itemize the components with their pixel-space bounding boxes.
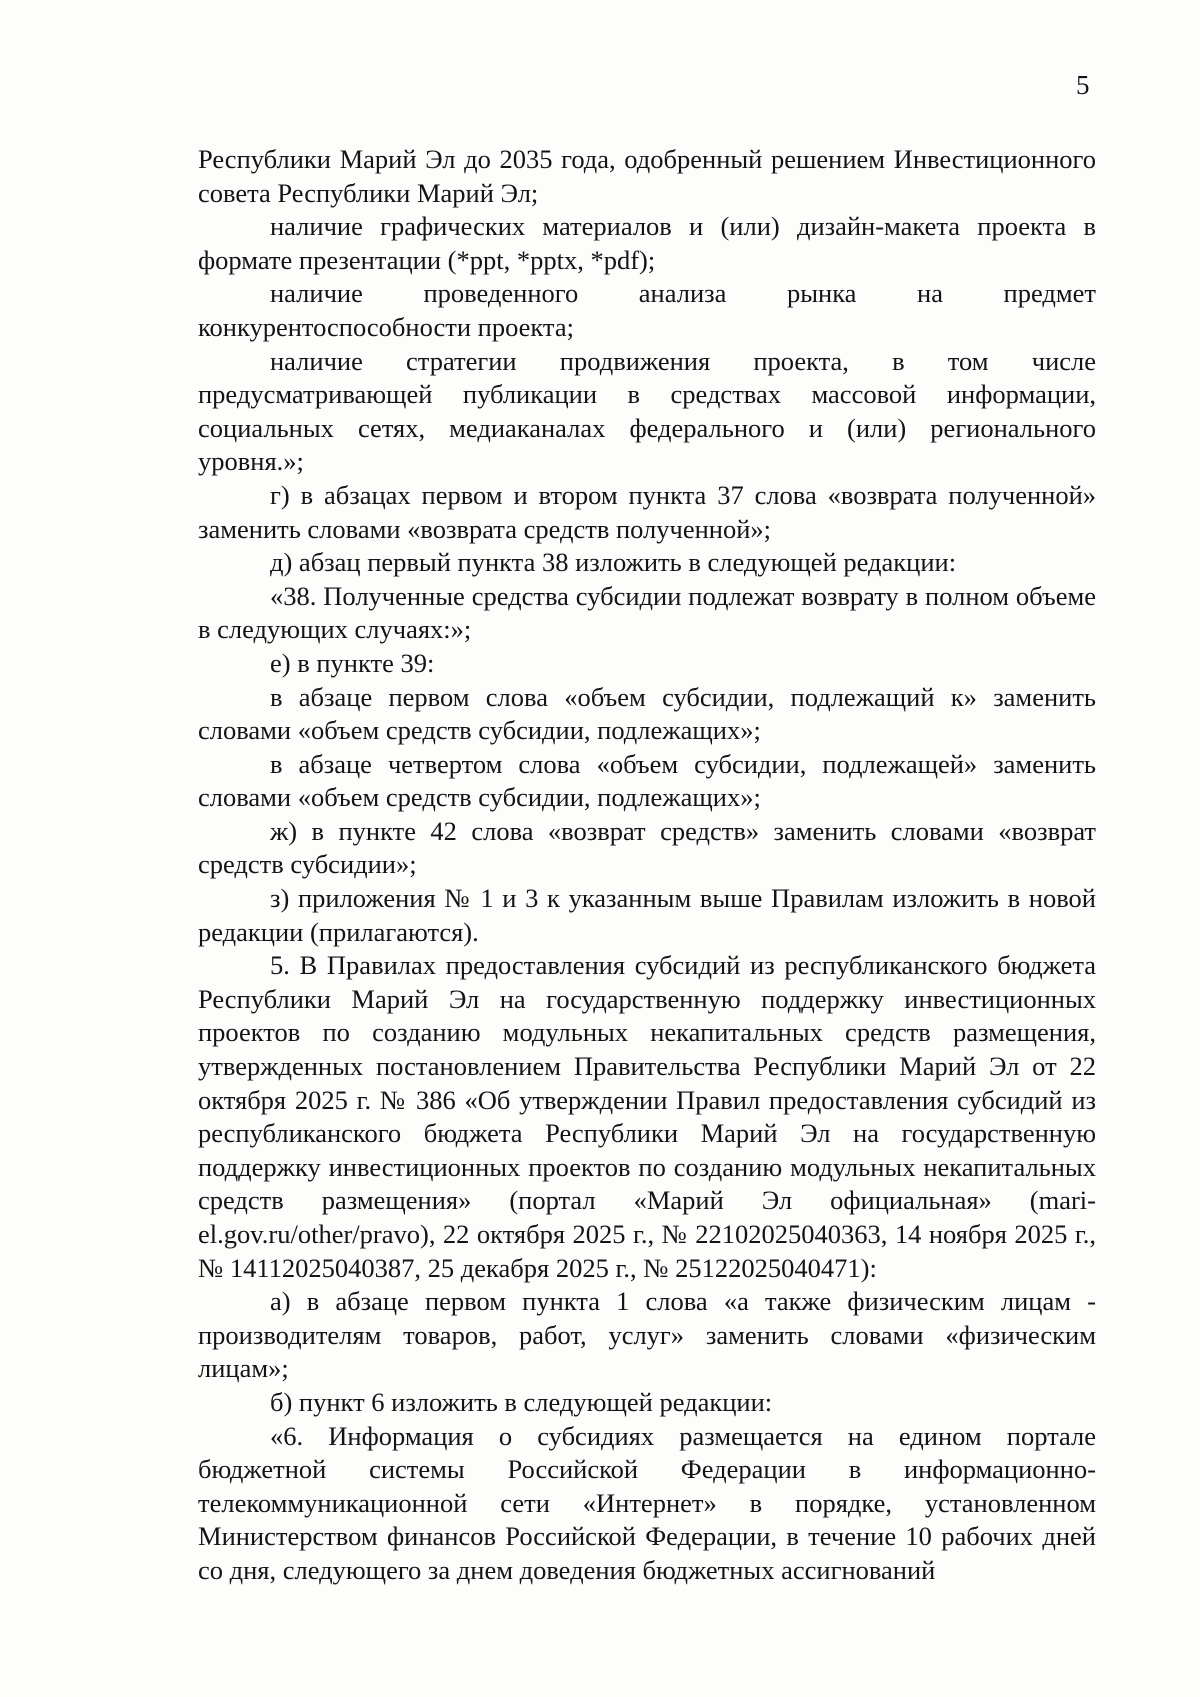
paragraph: ж) в пункте 42 слова «возврат средств» заменить словами «возврат средств субсидии»; xyxy=(198,815,1096,880)
paragraph: «6. Информация о субсидиях размещается на едином портале бюджетной системы Российской Федерации в информационно-телекоммуникационной сети «Интернет» в порядке, установленном Министерством финансов Российской Федерации, в течение 10 рабочих дней со дня, следующего за днем доведения бюджетных ассигнований xyxy=(198,1420,1096,1585)
paragraph: наличие проведенного анализа рынка на предмет конкурентоспособности проекта; xyxy=(198,278,1096,342)
paragraph: наличие стратегии продвижения проекта, в том числе предусматривающей публикации в средствах массовой информации, социальных сетях, медиаканалах федерального и (или) регионального уровня.»; xyxy=(198,345,1096,477)
paragraph: Республики Марий Эл до 2035 года, одобренный решением Инвестиционного совета Республики Марий Эл; xyxy=(198,144,1096,208)
paragraph: наличие графических материалов и (или) дизайн-макета проекта в формате презентации (*ppt, *pptx, *pdf); xyxy=(198,211,1096,275)
paragraph: 5. В Правилах предоставления субсидий из республиканского бюджета Республики Марий Эл на государственную поддержку инвестиционных проектов по созданию модульных некапитальных средств размещения, утвержденных постановлением Правительства Республики Марий Эл от 22 октября 2025 г. № 386 «Об утверждении Правил предоставления субсидий из республиканского бюджета Республики Марий Эл на государственную поддержку инвестиционных проектов по созданию модульных некапитальных средств размещения» (портал «Марий Эл официальная» (mari-el.gov.ru/other/pravo), 22 октября 2025 г., № 22102025040363, 14 ноября 2025 г., № 14112025040387, 25 декабря 2025 г., № 25122025040471): xyxy=(198,950,1096,1283)
paragraph: в абзаце первом слова «объем субсидии, подлежащий к» заменить словами «объем средств субсидии, подлежащих»; xyxy=(198,681,1096,746)
paragraph: а) в абзаце первом пункта 1 слова «а также физическим лицам - производителям товаров, работ, услуг» заменить словами «физическим лицам»; xyxy=(198,1286,1096,1384)
page-number: 5 xyxy=(1076,70,1090,100)
paragraph: д) абзац первый пункта 38 изложить в следующей редакции: xyxy=(270,547,957,578)
document-body xyxy=(198,143,1096,1588)
paragraph: е) в пункте 39: xyxy=(270,647,435,678)
paragraph: г) в абзацах первом и втором пункта 37 слова «возврата полученной» заменить словами «возврата средств полученной»; xyxy=(198,479,1096,544)
paragraph: в абзаце четвертом слова «объем субсидии, подлежащей» заменить словами «объем средств субсидии, подлежащих»; xyxy=(198,748,1096,813)
paragraph: «38. Полученные средства субсидии подлежат возврату в полном объеме в следующих случаях:»; xyxy=(198,580,1096,645)
paragraph: б) пункт 6 изложить в следующей редакции: xyxy=(270,1386,773,1417)
paragraph: з) приложения № 1 и 3 к указанным выше Правилам изложить в новой редакции (прилагаются). xyxy=(198,883,1096,947)
